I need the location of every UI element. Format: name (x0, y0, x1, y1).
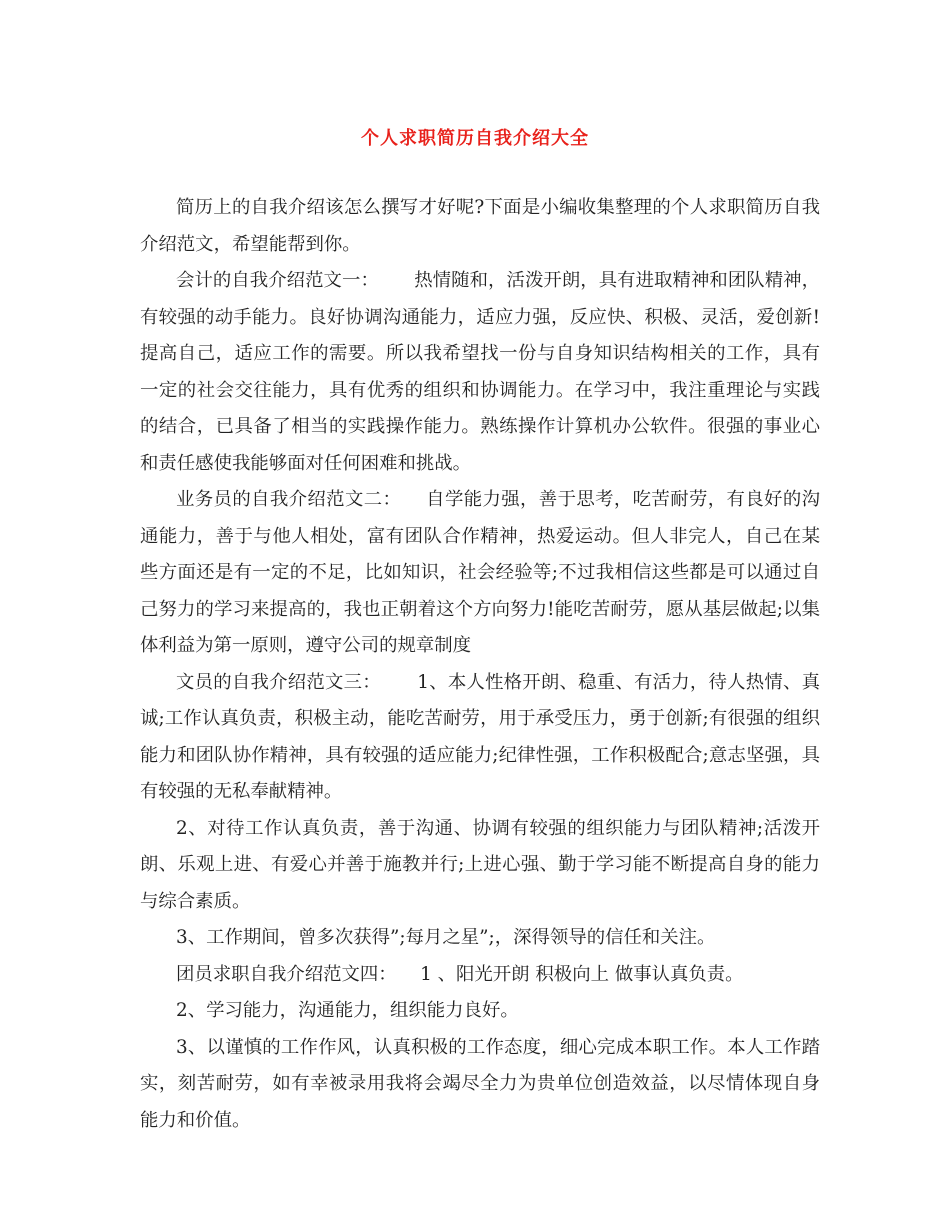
paragraph-clerk-2: 2、对待工作认真负责，善于沟通、协调有较强的组织能力与团队精神;活泼开朗、乐观上进、有爱心并善于施教并行;上进心强、勤于学习能不断提高自身的能力与综合素质。 (140, 817, 820, 912)
paragraph-member-3: 3、以谨慎的工作作风，认真积极的工作态度，细心完成本职工作。本人工作踏实，刻苦耐劳，如有幸被录用我将会竭尽全力为贵单位创造效益，以尽情体现自身能力和价值。 (140, 1036, 820, 1131)
paragraph-salesperson: 业务员的自我介绍范文二： 自学能力强，善于思考，吃苦耐劳，有良好的沟通能力，善于与他人相处，富有团队合作精神，热爱运动。但人非完人，自己在某些方面还是有一定的不足，比如知识，社会经验等;不过我相信这些都是可以通过自己努力的学习来提高的，我也正朝着这个方向努力!能吃苦耐劳，愿从基层做起;以集体利益为第一原则，遵守公司的规章制度 (140, 489, 820, 656)
paragraph-accountant: 会计的自我介绍范文一： 热情随和，活泼开朗，具有进取精神和团队精神，有较强的动手能力。良好协调沟通能力，适应力强，反应快、积极、灵活，爱创新!提高自己，适应工作的需要。所以我希望找一份与自身知识结构相关的工作，具有一定的社会交往能力，具有优秀的组织和协调能力。在学习中，我注重理论与实践的结合，已具备了相当的实践操作能力。熟练操作计算机办公软件。很强的事业心和责任感使我能够面对任何困难和挑战。 (140, 270, 820, 474)
paragraph-clerk-3: 3、工作期间，曾多次获得”;每月之星”;，深得领导的信任和关注。 (176, 927, 716, 948)
paragraph-member-1: 团员求职自我介绍范文四： 1 、阳光开朗 积极向上 做事认真负责。 (176, 963, 744, 985)
document-body (140, 190, 820, 1139)
document-title: 个人求职简历自我介绍大全 (361, 128, 589, 149)
paragraph-clerk-1: 文员的自我介绍范文三： 1、本人性格开朗、稳重、有活力，待人热情、真诚;工作认真负责，积极主动，能吃苦耐劳，用于承受压力，勇于创新;有很强的组织能力和团队协作精神，具有较强的适应能力;纪律性强，工作积极配合;意志坚强，具有较强的无私奉献精神。 (140, 671, 820, 802)
paragraph-intro: 简历上的自我介绍该怎么撰写才好呢?下面是小编收集整理的个人求职简历自我介绍范文，希望能帮到你。 (140, 197, 820, 255)
paragraph-member-2: 2、学习能力，沟通能力，组织能力良好。 (176, 1000, 519, 1021)
